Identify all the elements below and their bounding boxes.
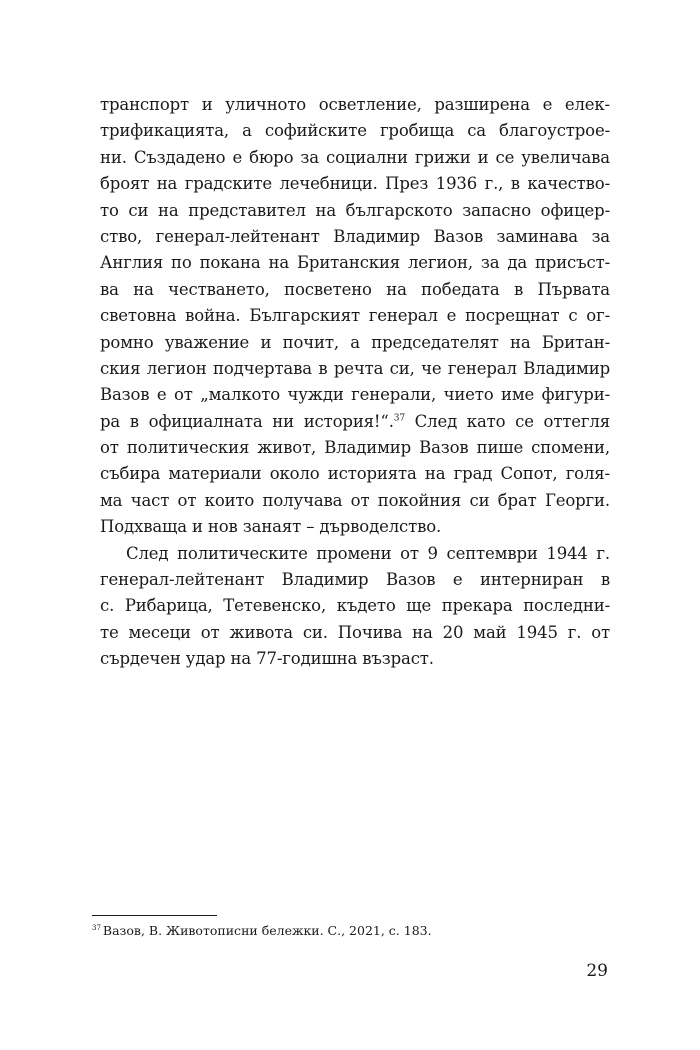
text-line: събира материали около историята на град Сопот, голя-	[100, 464, 610, 484]
text-line: Подхваща и нов занаят – дърводелство.	[100, 517, 442, 537]
text-line: генерал-лейтенант Владимир Вазов е интерниран в	[100, 570, 610, 590]
footnote	[92, 923, 432, 939]
text-line: сърдечен удар на 77-годишна възраст.	[100, 649, 434, 669]
footnote-number: 37	[92, 923, 101, 932]
text-line: те месеци от живота си. Почива на 20 май 1945 г. от	[100, 622, 610, 642]
text-line: с. Рибарица, Тетевенско, където ще прекара последни-	[100, 596, 610, 616]
page-number: 29	[586, 961, 608, 981]
text-line: ромно уважение и почит, а председателят на Британ-	[100, 332, 610, 352]
text-line: ския легион подчертава в речта си, че генерал Владимир	[100, 358, 610, 378]
text-line: то си на представител на българското запасно офицер-	[100, 200, 610, 220]
paragraph-2	[100, 541, 610, 673]
text-line: ма част от които получава от покойния си брат Георги.	[100, 490, 610, 510]
text-line: ство, генерал-лейтенант Владимир Вазов заминава за	[100, 226, 610, 246]
text-line: световна война. Българският генерал е посрещнат с ог-	[100, 306, 610, 326]
text-line: ва на честването, посветено на победата в Първата	[100, 279, 610, 299]
text-line: Вазов е от „малкото чужди генерали, чието име фигури-	[100, 385, 610, 405]
text-segment: ра в официалната ни история!“.	[100, 411, 394, 431]
footnote-divider	[92, 915, 217, 916]
text-line: ни. Създадено е бюро за социални грижи и се увеличава	[100, 147, 610, 167]
text-line: След политическите промени от 9 септември 1944 г.	[126, 543, 610, 563]
main-text	[100, 92, 610, 673]
footnote-reference[interactable]: 37	[393, 413, 405, 424]
text-line: Англия по покана на Британския легион, за да присъст-	[100, 253, 610, 273]
text-line: броят на градските лечебници. През 1936 г., в качество-	[100, 174, 610, 194]
text-segment: След като се оттегля	[404, 411, 610, 431]
text-line: от политическия живот, Владимир Вазов пише спомени,	[100, 438, 610, 458]
footnote-text: Вазов, В. Животописни бележки. С., 2021, с. 183.	[102, 923, 432, 938]
text-line: транспорт и уличното осветление, разширена е елек-	[100, 95, 610, 114]
text-line-with-footnote	[100, 409, 610, 435]
paragraph-1	[100, 92, 610, 541]
text-line: трификацията, а софийските гробища са благоустрое-	[100, 121, 610, 141]
